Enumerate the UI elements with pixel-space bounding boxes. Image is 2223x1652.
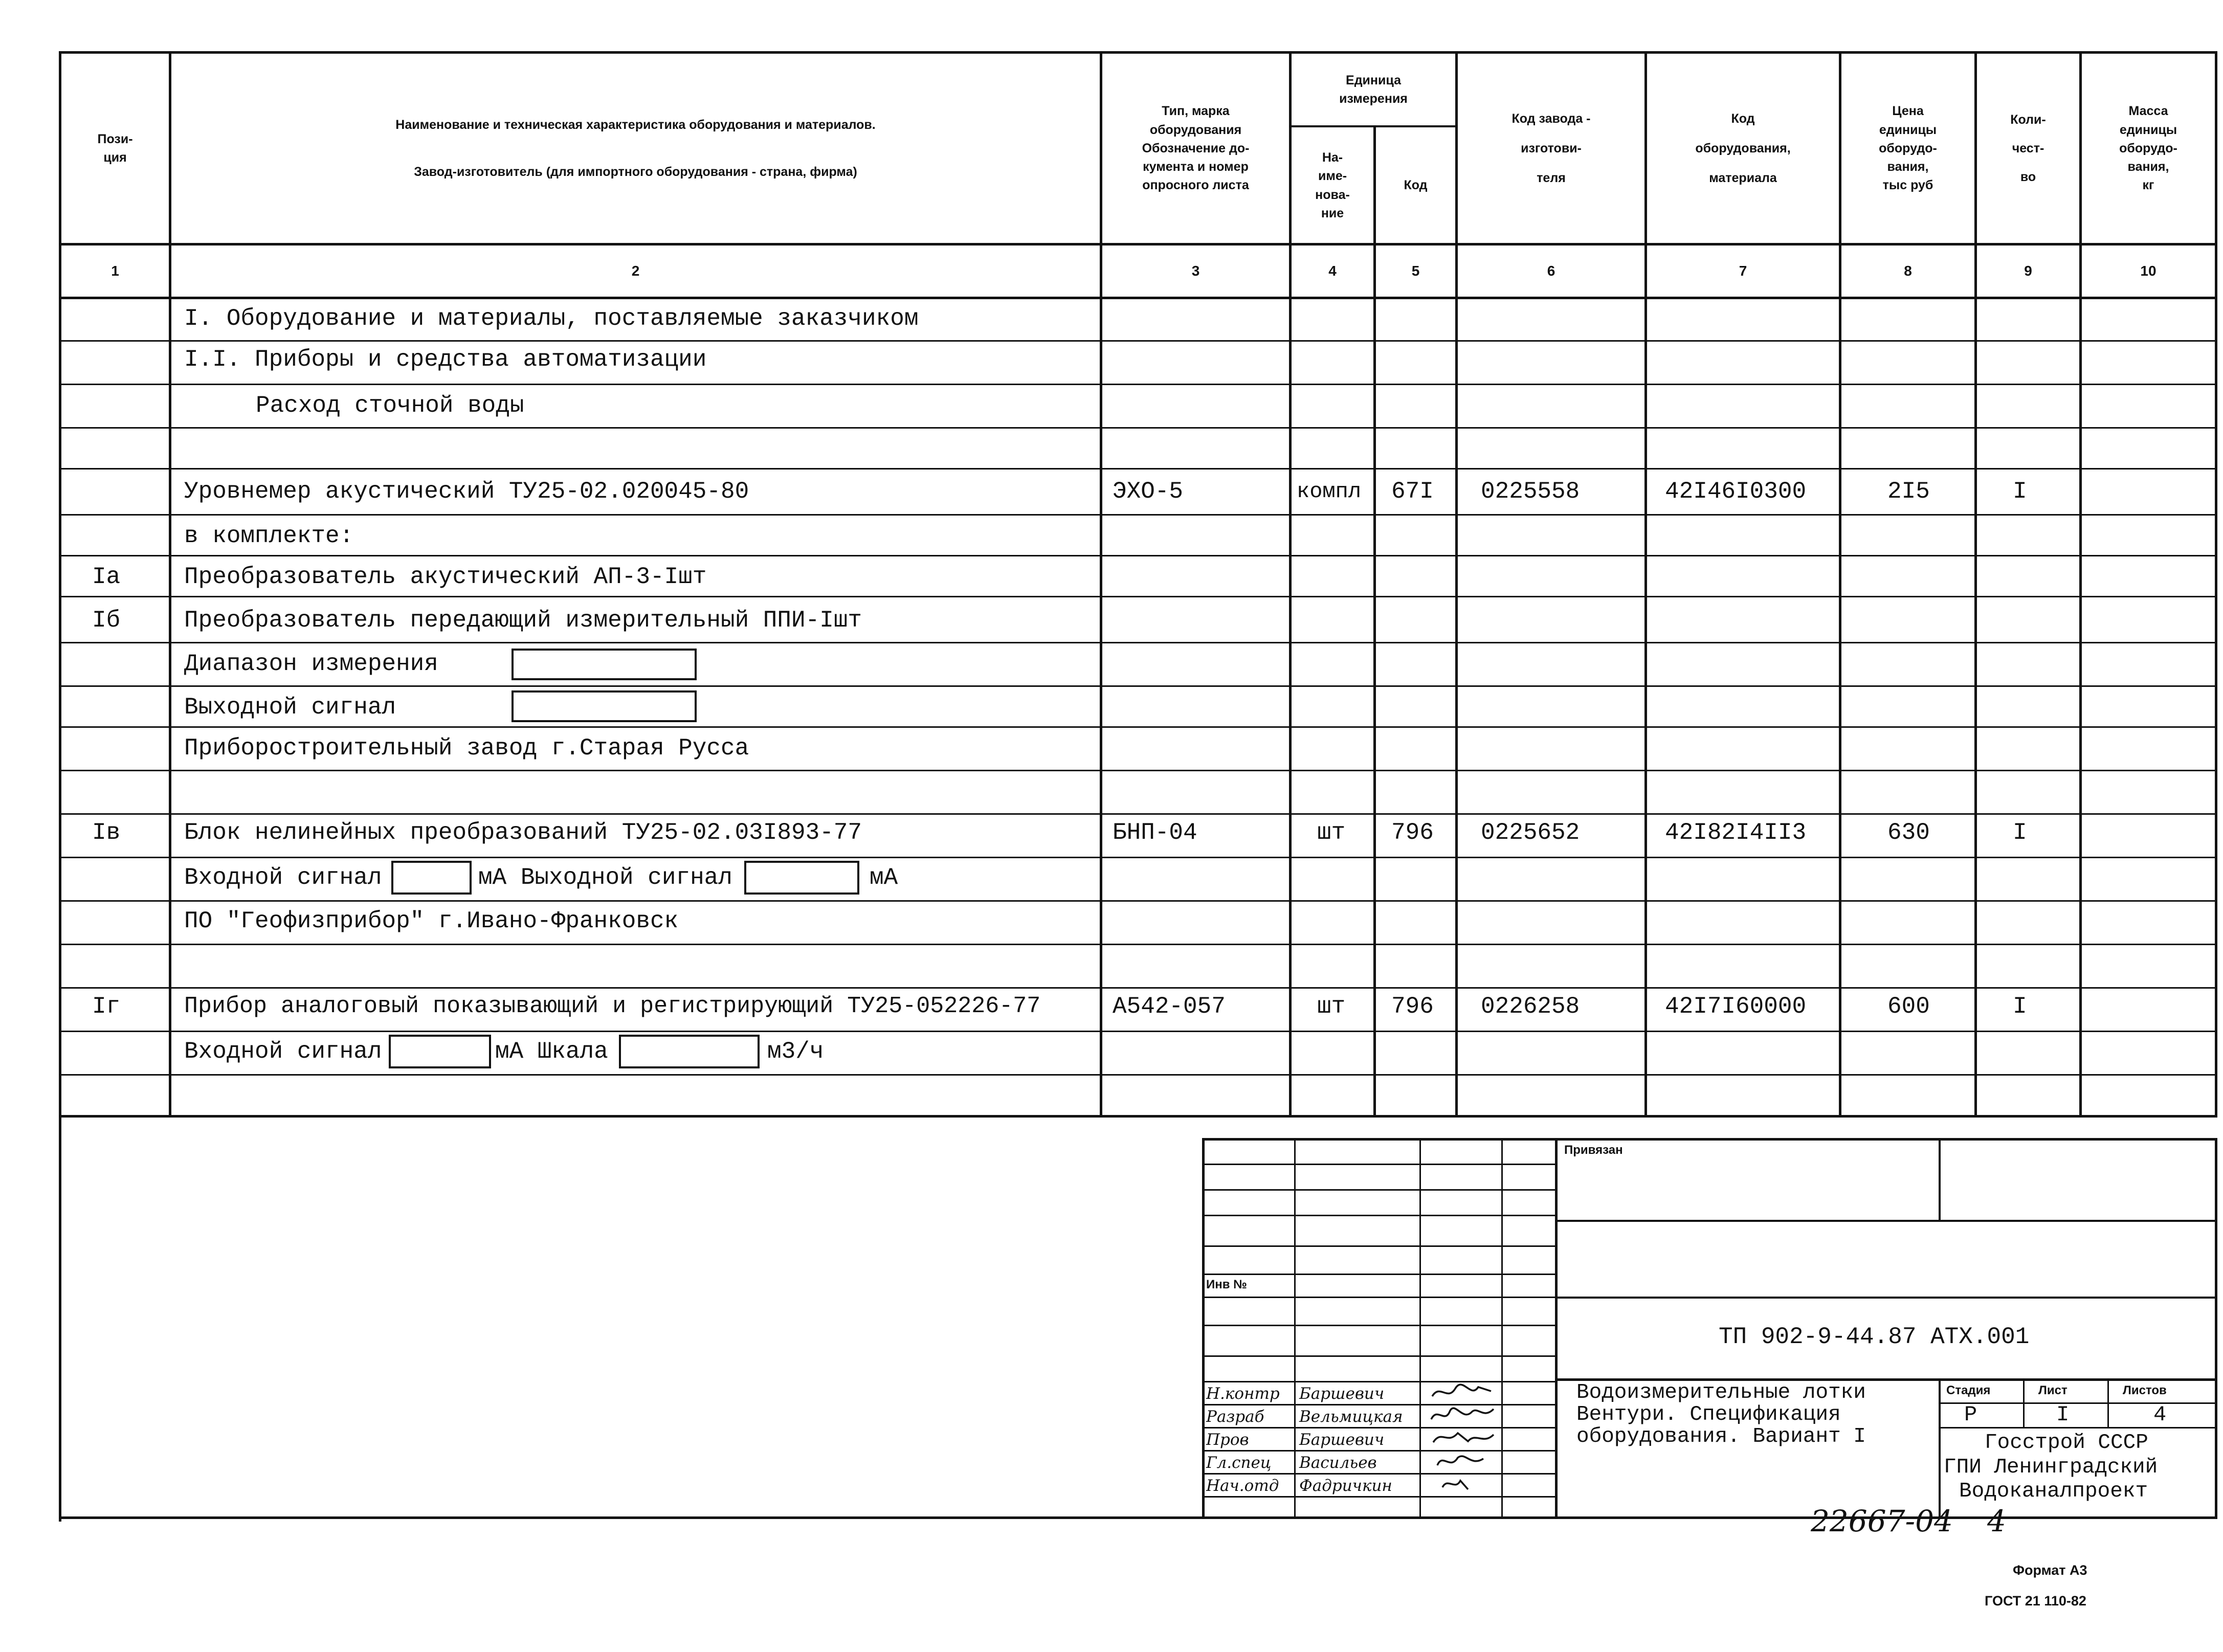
row-unit-code: 67I	[1391, 478, 1434, 505]
header-mass: Масса единицы оборудо- вания, кг	[2119, 104, 2177, 193]
row-name: Входной сигнал	[184, 1038, 382, 1065]
column-number: 2	[631, 263, 640, 279]
organization-line: Водоканалпроект	[1959, 1480, 2148, 1503]
row-quantity: I	[2013, 993, 2027, 1020]
stage-label: Стадия	[1946, 1383, 1991, 1397]
row-unit-code: 796	[1391, 993, 1434, 1020]
row-text-end: мА	[870, 864, 898, 891]
row-quantity: I	[2013, 478, 2027, 505]
row-item-code: 42I82I4II3	[1665, 819, 1807, 846]
archive-number: 22667-04	[1811, 1504, 1953, 1538]
row-name: Преобразователь передающий измерительный ППИ-Iшт	[184, 607, 862, 634]
column-number: 4	[1328, 263, 1337, 279]
row-unit: компл	[1297, 479, 1362, 504]
blank-field-box	[389, 1035, 491, 1068]
role-label: Гл.спец	[1206, 1454, 1272, 1472]
role-label: Н.контр	[1206, 1385, 1280, 1403]
header-position: Пози- ция	[97, 131, 133, 165]
subsection-title: I.I. Приборы и средства автоматизации	[184, 346, 707, 373]
role-label: Разраб	[1206, 1408, 1264, 1426]
header-plant-code: Код завода - изготови- теля	[1511, 111, 1591, 186]
row-unit: шт	[1317, 819, 1346, 846]
sheets-value: 4	[2153, 1402, 2167, 1427]
sheet-label: Лист	[2038, 1383, 2068, 1397]
sheet-value: I	[2056, 1402, 2070, 1427]
person-name: Баршевич	[1299, 1431, 1385, 1449]
row-text-middle: мА Выходной сигнал	[478, 864, 732, 891]
row-position: Iг	[92, 993, 121, 1020]
group-title: Расход сточной воды	[256, 392, 524, 419]
row-unit: шт	[1317, 993, 1346, 1020]
role-label: Пров	[1206, 1431, 1249, 1449]
row-price: 600	[1887, 993, 1930, 1020]
row-text-middle: мА Шкала	[495, 1038, 608, 1065]
column-number: 10	[2140, 263, 2157, 279]
column-number: 3	[1191, 263, 1200, 279]
row-name: ПО "Геофизприбор" г.Ивано-Франковск	[184, 908, 679, 934]
row-plant-code: 0225652	[1481, 819, 1580, 846]
document-code: ТП 902-9-44.87 АТХ.001	[1719, 1324, 2030, 1350]
blank-field-box	[744, 861, 859, 895]
row-text-end: м3/ч	[767, 1038, 824, 1065]
row-name: Выходной сигнал	[184, 694, 396, 721]
column-number: 6	[1547, 263, 1555, 279]
row-name: Преобразователь акустический АП-3-Iшт	[184, 564, 707, 590]
person-name: Баршевич	[1299, 1385, 1385, 1403]
blank-field-box	[512, 690, 697, 722]
role-label: Нач.отд	[1206, 1477, 1279, 1495]
row-item-code: 42I46I0300	[1665, 478, 1807, 505]
column-number: 7	[1739, 263, 1747, 279]
document-title-line: Водоизмерительные лотки	[1576, 1381, 1866, 1404]
row-position: Iб	[92, 607, 121, 634]
column-number: 8	[1904, 263, 1912, 279]
blank-field-box	[619, 1035, 760, 1068]
person-name: Вельмицкая	[1299, 1408, 1403, 1426]
row-position: Iа	[92, 564, 121, 590]
row-type: ЭХО-5	[1113, 478, 1184, 505]
organization-line: ГПИ Ленинградский	[1944, 1456, 2158, 1479]
inventory-number-label: Инв №	[1206, 1278, 1247, 1291]
row-item-code: 42I7I60000	[1665, 993, 1807, 1020]
row-quantity: I	[2013, 819, 2027, 846]
column-number: 5	[1411, 263, 1420, 279]
header-type: Тип, марка оборудования Обозначение до- кумента и номер опросного листа	[1142, 104, 1250, 193]
row-name: в комплекте:	[184, 523, 354, 549]
row-name: Входной сигнал	[184, 864, 382, 891]
row-position: Iв	[92, 819, 121, 846]
row-name: Прибор аналоговый показывающий и регистрирующий ТУ25-052226-77	[184, 993, 1041, 1019]
blank-field-box	[391, 861, 472, 895]
row-name: Блок нелинейных преобразований ТУ25-02.03I893-77	[184, 819, 862, 846]
row-price: 630	[1887, 819, 1930, 846]
organization-line: Госстрой СССР	[1985, 1431, 2148, 1455]
archive-sheet: 4	[1987, 1504, 2006, 1538]
person-name: Васильев	[1299, 1454, 1377, 1472]
row-price: 2I5	[1887, 478, 1930, 505]
header-quantity: Коли- чест- во	[2010, 112, 2046, 185]
row-plant-code: 0225558	[1481, 478, 1580, 505]
document-title-line: оборудования. Вариант I	[1576, 1425, 1866, 1448]
header-name: Наименование и техническая характеристика оборудования и материалов. Завод-изготовитель (для импортного оборудования - страна, фирма)	[395, 118, 876, 179]
stage-value: Р	[1964, 1402, 1977, 1427]
row-name: Уровнемер акустический ТУ25-02.020045-80	[184, 478, 749, 505]
row-unit-code: 796	[1391, 819, 1434, 846]
header-unit-code: Код	[1404, 178, 1428, 193]
column-number: 1	[111, 263, 119, 279]
column-number: 9	[2024, 263, 2032, 279]
blank-field-box	[512, 649, 697, 680]
privyazan-label: Привязан	[1564, 1143, 1623, 1157]
header-price: Цена единицы оборудо- вания, тыс руб	[1879, 104, 1937, 193]
row-name: Диапазон измерения	[184, 651, 438, 677]
row-name: Приборостроительный завод г.Старая Русса	[184, 735, 749, 762]
row-type: БНП-04	[1113, 819, 1197, 846]
signatures-icon	[1427, 1381, 1501, 1499]
row-plant-code: 0226258	[1481, 993, 1580, 1020]
person-name: Фадричкин	[1299, 1477, 1392, 1495]
header-unit: Единица измерения	[1339, 73, 1408, 106]
gost-standard: ГОСТ 21 110-82	[1985, 1593, 2086, 1609]
document-title-line: Вентури. Спецификация	[1576, 1403, 1841, 1426]
paper-format: Формат А3	[2013, 1562, 2087, 1578]
section-title: I. Оборудование и материалы, поставляемые заказчиком	[184, 305, 919, 332]
header-item-code: Код оборудования, материала	[1695, 111, 1791, 186]
sheets-label: Листов	[2123, 1383, 2167, 1397]
row-type: А542-057	[1113, 993, 1226, 1020]
header-unit-name: На- име- нова- ние	[1315, 150, 1350, 220]
